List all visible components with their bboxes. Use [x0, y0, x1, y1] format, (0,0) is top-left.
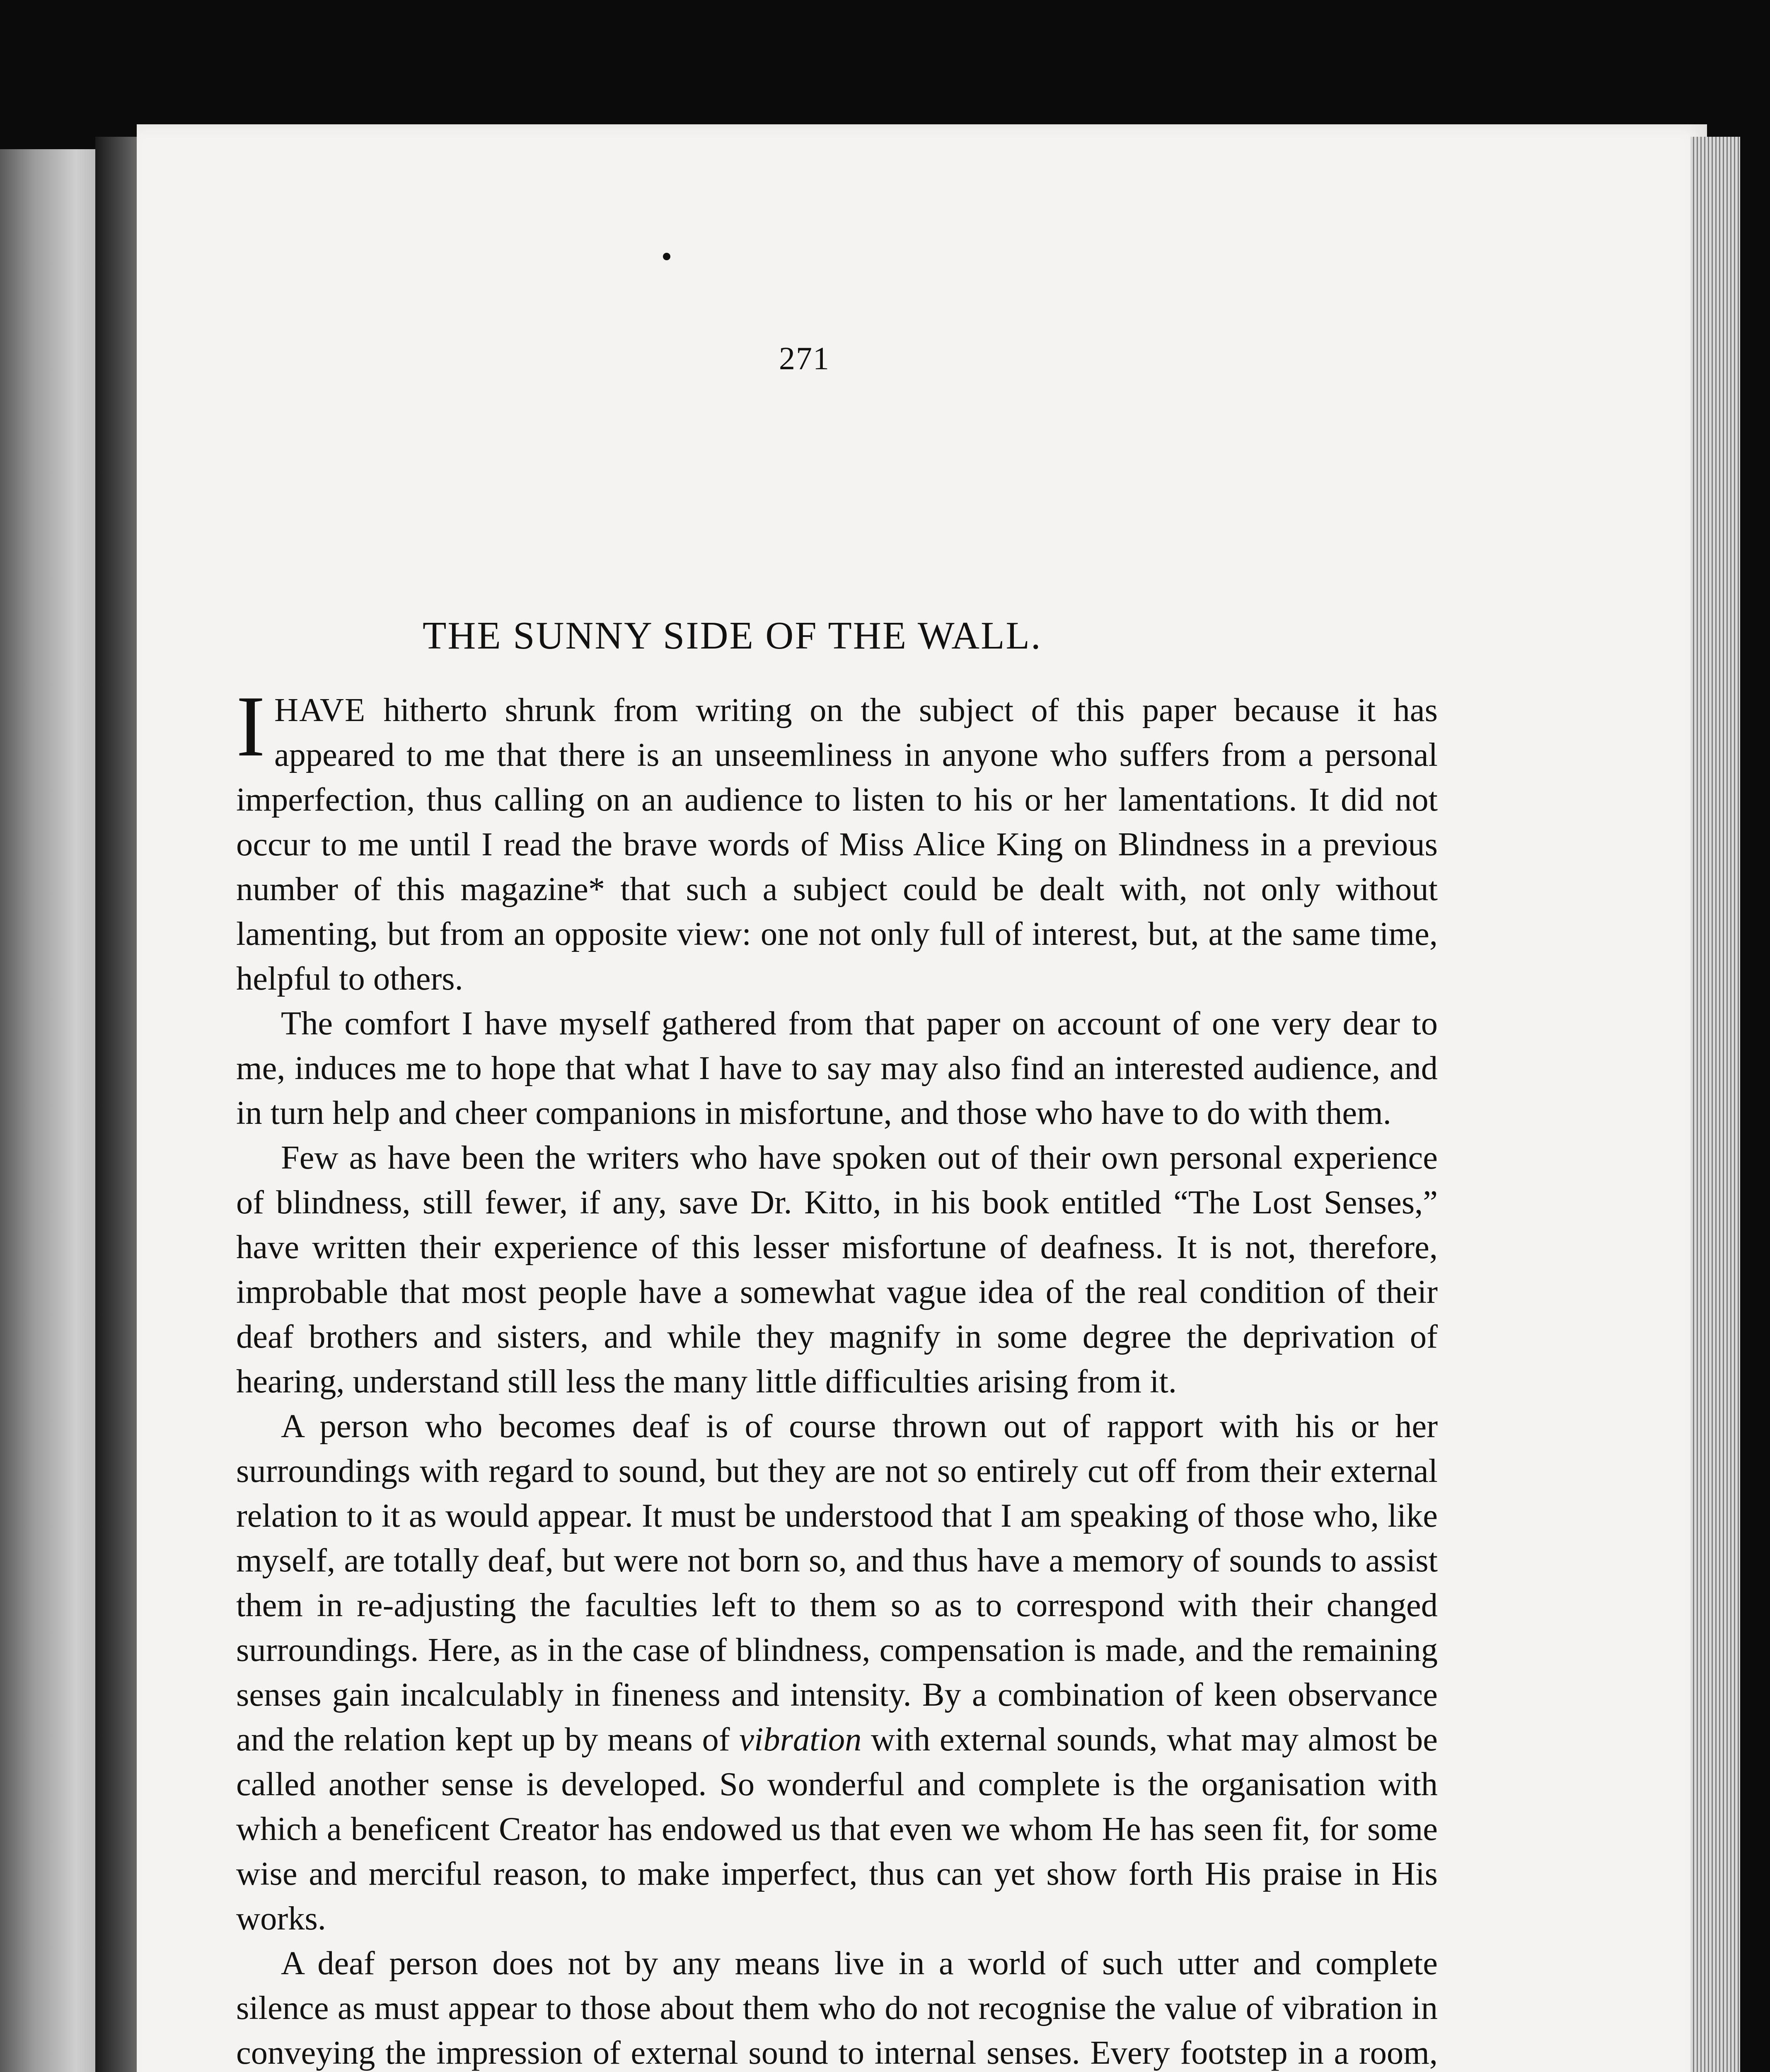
ink-dot-mark	[663, 253, 670, 260]
first-word: HAVE	[274, 692, 366, 729]
paragraph-1	[236, 678, 1438, 1001]
paragraph-2: The comfort I have myself gathered from that paper on account of one very dear to me, induces me to hope that what I have to say may also find an interested audience, and in turn help and cheer companions in misfortune, and those who have to do with them.	[236, 1005, 1438, 1131]
drop-cap: I	[236, 678, 265, 775]
paragraph-5: A deaf person does not by any means live in a world of such utter and complete silence as must appear to those about them who do not recognise the value of vibration in conveying the impression of external sound to internal senses. Every footstep in a room,	[236, 1945, 1438, 2071]
paragraph-4-text-b: with external sounds, what may almost be called another sense is developed. So wonderful and complete is the organisation with which a beneficent Creator has endowed us that even we whom He has seen fit, for some wise and merciful reason, to make imperfect, thus can yet show forth His praise in His works.	[236, 1721, 1438, 1937]
article-title: THE SUNNY SIDE OF THE WALL.	[423, 614, 1042, 657]
previous-page-edge	[0, 149, 95, 2072]
article-body	[236, 678, 1438, 2072]
page-number: 271	[779, 340, 830, 376]
paragraph-4-italic-word: vibration	[739, 1721, 862, 1758]
paragraph-4-text-a: A person who becomes deaf is of course thrown out of rapport with his or her surroundings with regard to sound, but they are not so entirely cut off from their external relation to it as would appear. It must be understood that I am speaking of those who, like myself, are totally deaf, but were not born so, and thus have a memory of sounds to assist them in re-adjusting the faculties left to them so as to correspond with their changed surroundings. Here, as in the case of blindness, compensation is made, and the remaining senses gain incalculably in fineness and intensity. By a combination of keen observance and the relation kept up by means of	[236, 1408, 1438, 1758]
paragraph-3: Few as have been the writers who have spoken out of their own personal experience of blindness, still fewer, if any, save Dr. Kitto, in his book entitled “The Lost Senses,” have written their experience of this lesser misfortune of deafness. It is not, therefore, improbable that most people have a somewhat vague idea of the real condition of their deaf brothers and sisters, and while they magnify in some degree the deprivation of hearing, understand still less the many little difficulties arising from it.	[236, 1139, 1438, 1400]
paragraph-4	[236, 1404, 1438, 1941]
book-spine-shadow	[95, 137, 141, 2072]
paragraph-1-text: hitherto shrunk from writing on the subject of this paper because it has appeared to me that there is an unseemliness in anyone who suffers from a personal imperfection, thus calling on an audience to listen to his or her lamentations. It did not occur to me until I read the brave words of Miss Alice King on Blindness in a previous number of this magazine* that such a subject could be dealt with, not only without lamenting, but from an opposite view: one not only full of interest, but, at the same time, helpful to others.	[236, 692, 1438, 997]
page-stack-edges	[1690, 137, 1740, 2072]
